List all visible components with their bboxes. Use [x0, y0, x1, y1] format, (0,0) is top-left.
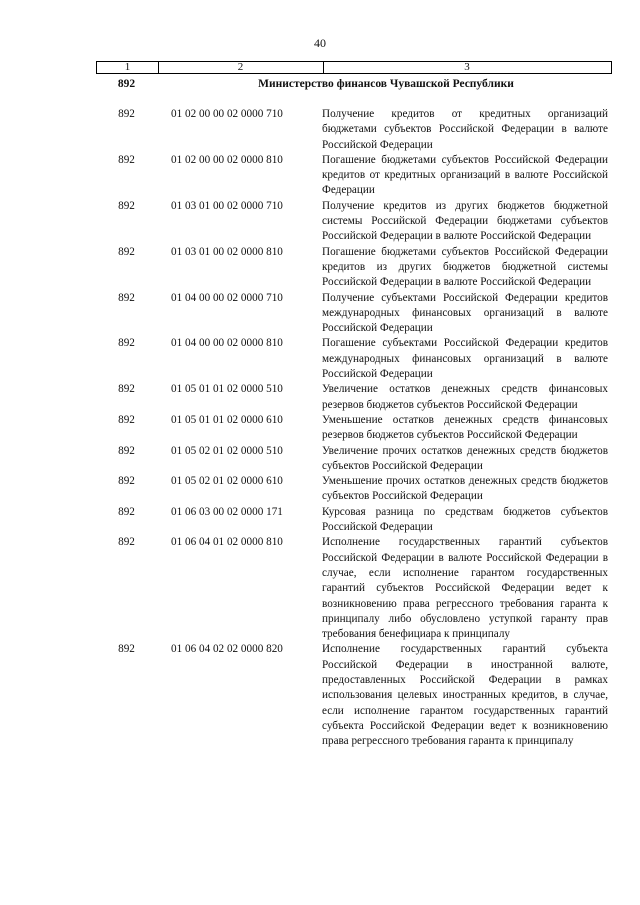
table-row	[96, 474, 612, 505]
budget-code: 01 04 00 00 02 0000 810	[171, 337, 283, 350]
admin-code: 892	[118, 245, 135, 258]
row-description: Исполнение государственных гарантий субъекта Российской Федерации в иностранной валюте, предоставленных Российской Федерации в рамках использования целевых иностранных кредитов, в случае, если исполнение гарантом государственных гарантий субъекта Российской Федерации ведет к возникновению права регрессного требования гаранта к принципалу	[322, 643, 608, 748]
budget-code: 01 02 00 00 02 0000 710	[171, 108, 283, 120]
row-description: Получение кредитов из других бюджетов бюджетной системы Российской Федерации бюджетами субъектов Российской Федерации в валюте Российской Федерации	[322, 199, 608, 243]
table-row	[96, 336, 612, 382]
table-row	[96, 642, 612, 749]
row-description: Погашение бюджетами субъектов Российской Федерации кредитов от кредитных организаций в валюте Российской Федерации	[322, 153, 608, 197]
header-col-1: 1	[97, 62, 159, 73]
budget-code: 01 06 04 02 02 0000 820	[171, 643, 283, 656]
admin-code: 892	[118, 108, 135, 120]
table-row	[96, 245, 612, 291]
admin-code: 892	[118, 291, 135, 304]
table-row	[96, 107, 612, 153]
budget-code: 01 06 04 01 02 0000 810	[171, 536, 283, 549]
budget-code: 01 05 02 01 02 0000 510	[171, 444, 283, 457]
admin-code: 892	[118, 153, 135, 166]
table-row	[96, 413, 612, 444]
table-body	[96, 107, 612, 749]
admin-code: 892	[118, 536, 135, 549]
table-row	[96, 199, 612, 245]
row-description: Уменьшение остатков денежных средств финансовых резервов бюджетов субъектов Российской Федерации	[322, 413, 608, 442]
admin-code: 892	[118, 444, 135, 457]
row-description: Увеличение остатков денежных средств финансовых резервов бюджетов субъектов Российской Федерации	[322, 383, 608, 411]
row-description: Погашение субъектами Российской Федерации кредитов международных финансовых организаций в валюте Российской Федерации	[322, 337, 608, 381]
table-header-row	[96, 61, 612, 74]
budget-code: 01 05 01 01 02 0000 510	[171, 383, 283, 396]
table-row	[96, 505, 612, 536]
header-col-2: 2	[158, 62, 324, 73]
admin-code: 892	[118, 505, 135, 518]
ministry-code: 892	[117, 78, 136, 90]
row-description: Увеличение прочих остатков денежных средств бюджетов субъектов Российской Федерации	[322, 444, 608, 472]
table-row	[96, 291, 612, 337]
ministry-row	[96, 78, 612, 92]
budget-code: 01 04 00 00 02 0000 710	[171, 291, 283, 304]
admin-code: 892	[118, 643, 135, 656]
budget-code: 01 02 00 00 02 0000 810	[171, 153, 283, 166]
row-description: Уменьшение прочих остатков денежных средств бюджетов субъектов Российской Федерации	[322, 475, 608, 503]
budget-code: 01 03 01 00 02 0000 810	[171, 245, 283, 258]
admin-code: 892	[118, 337, 135, 350]
budget-code: 01 06 03 00 02 0000 171	[171, 505, 283, 518]
admin-code: 892	[118, 413, 135, 426]
row-description: Курсовая разница по средствам бюджетов субъектов Российской Федерации	[322, 505, 608, 534]
row-description: Получение кредитов от кредитных организаций бюджетами субъектов Российской Федерации в валюте Российской Федерации	[322, 108, 608, 151]
admin-code: 892	[118, 475, 135, 488]
ministry-name: Министерство финансов Чувашской Республики	[258, 78, 514, 90]
table-row	[96, 382, 612, 413]
row-description: Исполнение государственных гарантий субъектов Российской Федерации в валюте Российской Федерации в случае, если исполнение гарантом государственных гарантий субъектов Российской Федерации ведет к возникновению права регрессного требования гаранта к принципалу либо обусловлено уступкой гаранту прав требования бенефициара к принципалу	[322, 536, 608, 641]
page-number: 40	[314, 36, 326, 50]
table-row	[96, 153, 612, 199]
admin-code: 892	[118, 199, 135, 212]
row-description: Погашение бюджетами субъектов Российской Федерации кредитов из других бюджетов бюджетной системы Российской Федерации в валюте Российской Федерации	[322, 245, 608, 289]
table-row	[96, 444, 612, 475]
table-row	[96, 535, 612, 642]
header-col-3: 3	[464, 61, 470, 73]
budget-code: 01 03 01 00 02 0000 710	[171, 199, 283, 212]
row-description: Получение субъектами Российской Федерации кредитов международных финансовых организаций в валюте Российской Федерации	[322, 291, 608, 335]
budget-code: 01 05 01 01 02 0000 610	[171, 413, 283, 426]
admin-code: 892	[118, 383, 135, 396]
budget-code: 01 05 02 01 02 0000 610	[171, 475, 283, 488]
